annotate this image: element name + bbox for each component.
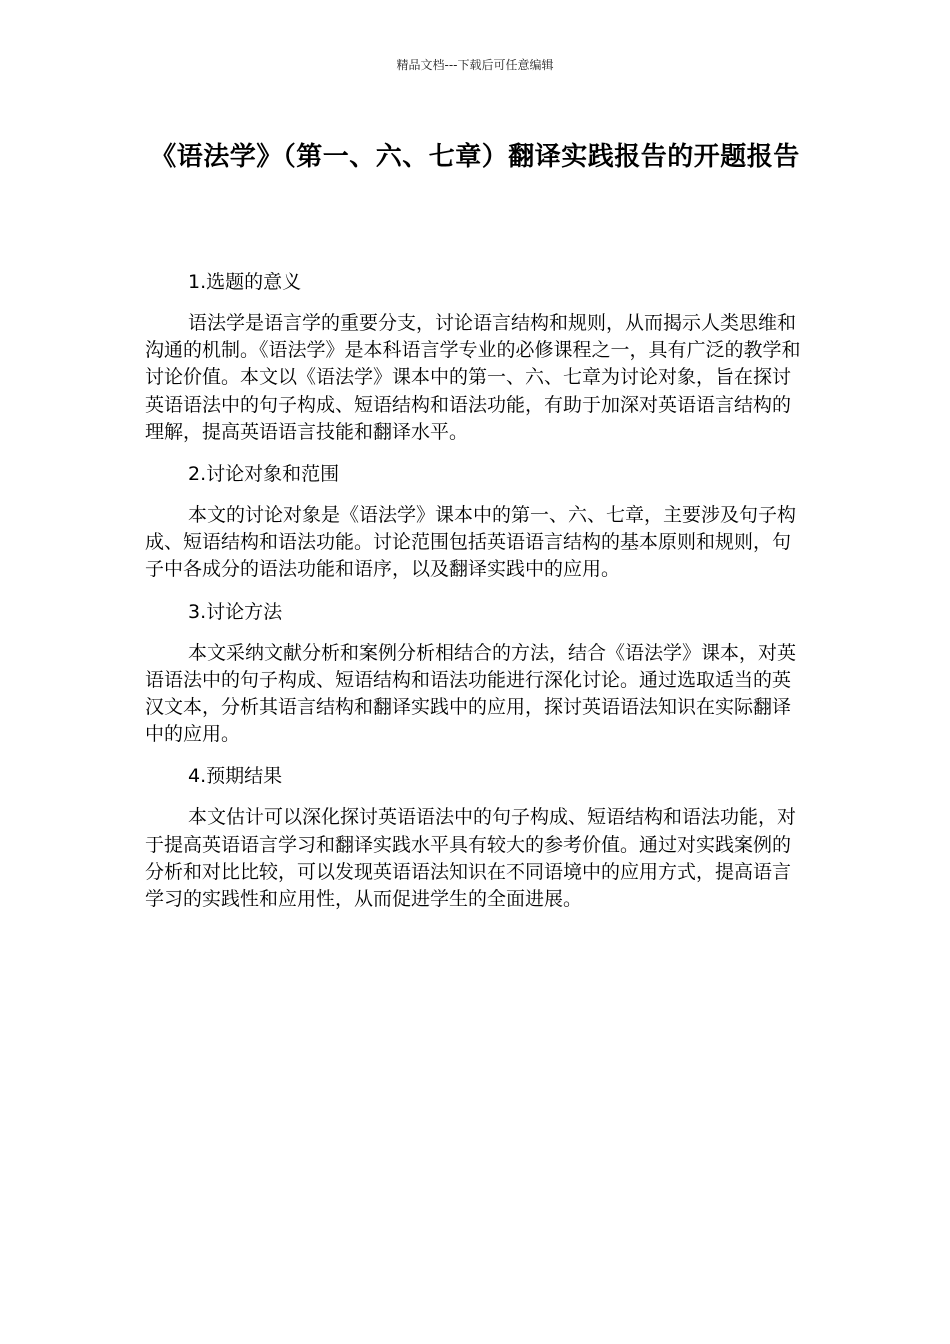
section-paragraph: 本文的讨论对象是《语法学》课本中的第一、六、七章，主要涉及句子构成、短语结构和语法功能。讨论范围包括英语语言结构的基本原则和规则，句子中各成分的语法功能和语序，以及翻译实践中的应用。 [145, 504, 797, 581]
section-method [145, 598, 805, 749]
document-body [145, 268, 805, 927]
header-note: 精品文档---下载后可任意编辑 [396, 58, 554, 72]
section-heading: 4.预期结果 [188, 765, 283, 788]
document-title: 《语法学》（第一、六、七章）翻译实践报告的开题报告 [150, 142, 800, 172]
section-paragraph: 本文估计可以深化探讨英语语法中的句子构成、短语结构和语法功能，对于提高英语语言学习和翻译实践水平具有较大的参考价值。通过对实践案例的分析和对比比较，可以发现英语语法知识在不同语境中的应用方式，提高语言学习的实践性和应用性，从而促进学生的全面进展。 [145, 806, 797, 911]
section-paragraph: 语法学是语言学的重要分支，讨论语言结构和规则，从而揭示人类思维和沟通的机制。《语法学》是本科语言学专业的必修课程之一，具有广泛的教学和讨论价值。本文以《语法学》课本中的第一、六、七章为讨论对象，旨在探讨英语语法中的句子构成、短语结构和语法功能，有助于加深对英语语言结构的理解，提高英语语言技能和翻译水平。 [145, 312, 801, 443]
section-significance [145, 268, 805, 446]
section-heading: 3.讨论方法 [188, 600, 283, 623]
section-paragraph: 本文采纳文献分析和案例分析相结合的方法，结合《语法学》课本，对英语语法中的句子构成、短语结构和语法功能进行深化讨论。通过选取适当的英汉文本，分析其语言结构和翻译实践中的应用，探讨英语语法知识在实际翻译中的应用。 [145, 641, 797, 746]
section-expected-results [145, 762, 805, 913]
section-object-and-scope [145, 460, 805, 584]
section-heading: 2.讨论对象和范围 [188, 463, 340, 486]
section-heading: 1.选题的意义 [188, 271, 302, 293]
